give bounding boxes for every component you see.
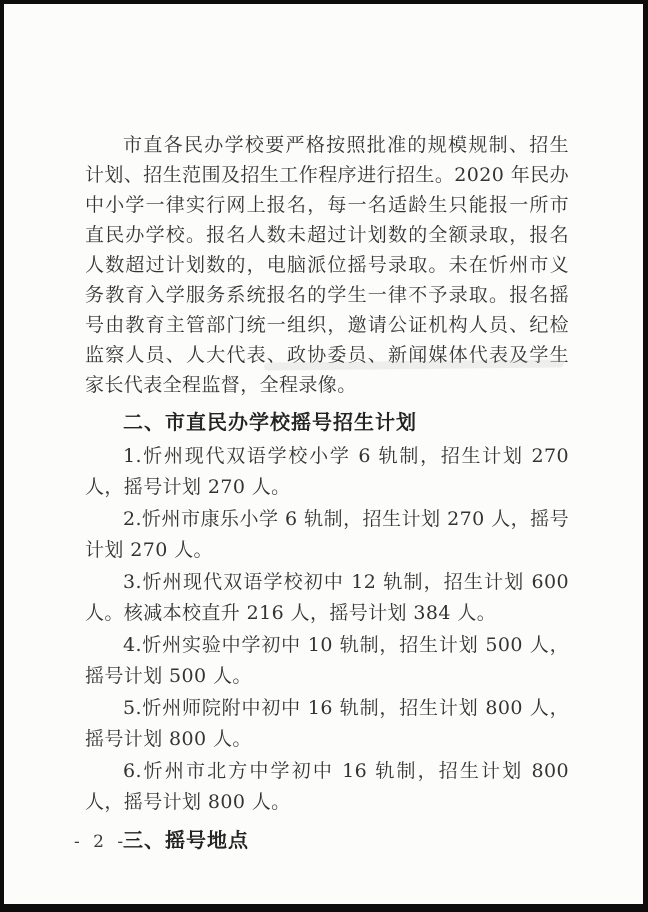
plan-item: 1.忻州现代双语学校小学 6 轨制，招生计划 270 人，摇号计划 270 人。 xyxy=(85,445,569,498)
section-heading-lottery-enrollment-plan: 二、市直民办学校摇号招生计划 xyxy=(123,410,417,434)
plan-item: 3.忻州现代双语学校初中 12 轨制，招生计划 600 人。核减本校直升 216 人，摇号计划 384 人。 xyxy=(85,571,569,624)
section-heading-lottery-location: 三、摇号地点 xyxy=(123,828,249,852)
document-content xyxy=(85,130,569,859)
enrollment-rules-paragraph: 市直各民办学校要严格按照批准的规模规制、招生计划、招生范围及招生工作程序进行招生。2020 年民办中小学一律实行网上报名，每一名适龄生只能报一所市直民办学校。报名人数未超过计划数的全额录取，报名人数超过计划数的，电脑派位摇号录取。未在忻州市义务教育入学服务系统报名的学生一律不予录取。报名摇号由教育主管部门统一组织，邀请公证机构人员、纪检监察人员、人大代表、政协委员、新闻媒体代表及学生家长代表全程监督，全程录像。 xyxy=(85,134,569,396)
plan-item: 4.忻州实验中学初中 10 轨制，招生计划 500 人，摇号计划 500 人。 xyxy=(85,634,569,687)
plan-item: 5.忻州师院附中初中 16 轨制，招生计划 800 人，摇号计划 800 人。 xyxy=(85,697,569,750)
plan-item: 2.忻州市康乐小学 6 轨制，招生计划 270 人，摇号计划 270 人。 xyxy=(85,508,569,561)
plan-item: 6.忻州市北方中学初中 16 轨制，招生计划 800 人，摇号计划 800 人。 xyxy=(85,760,569,813)
plan-list xyxy=(85,441,569,818)
page-number: - 2 - xyxy=(74,832,128,852)
